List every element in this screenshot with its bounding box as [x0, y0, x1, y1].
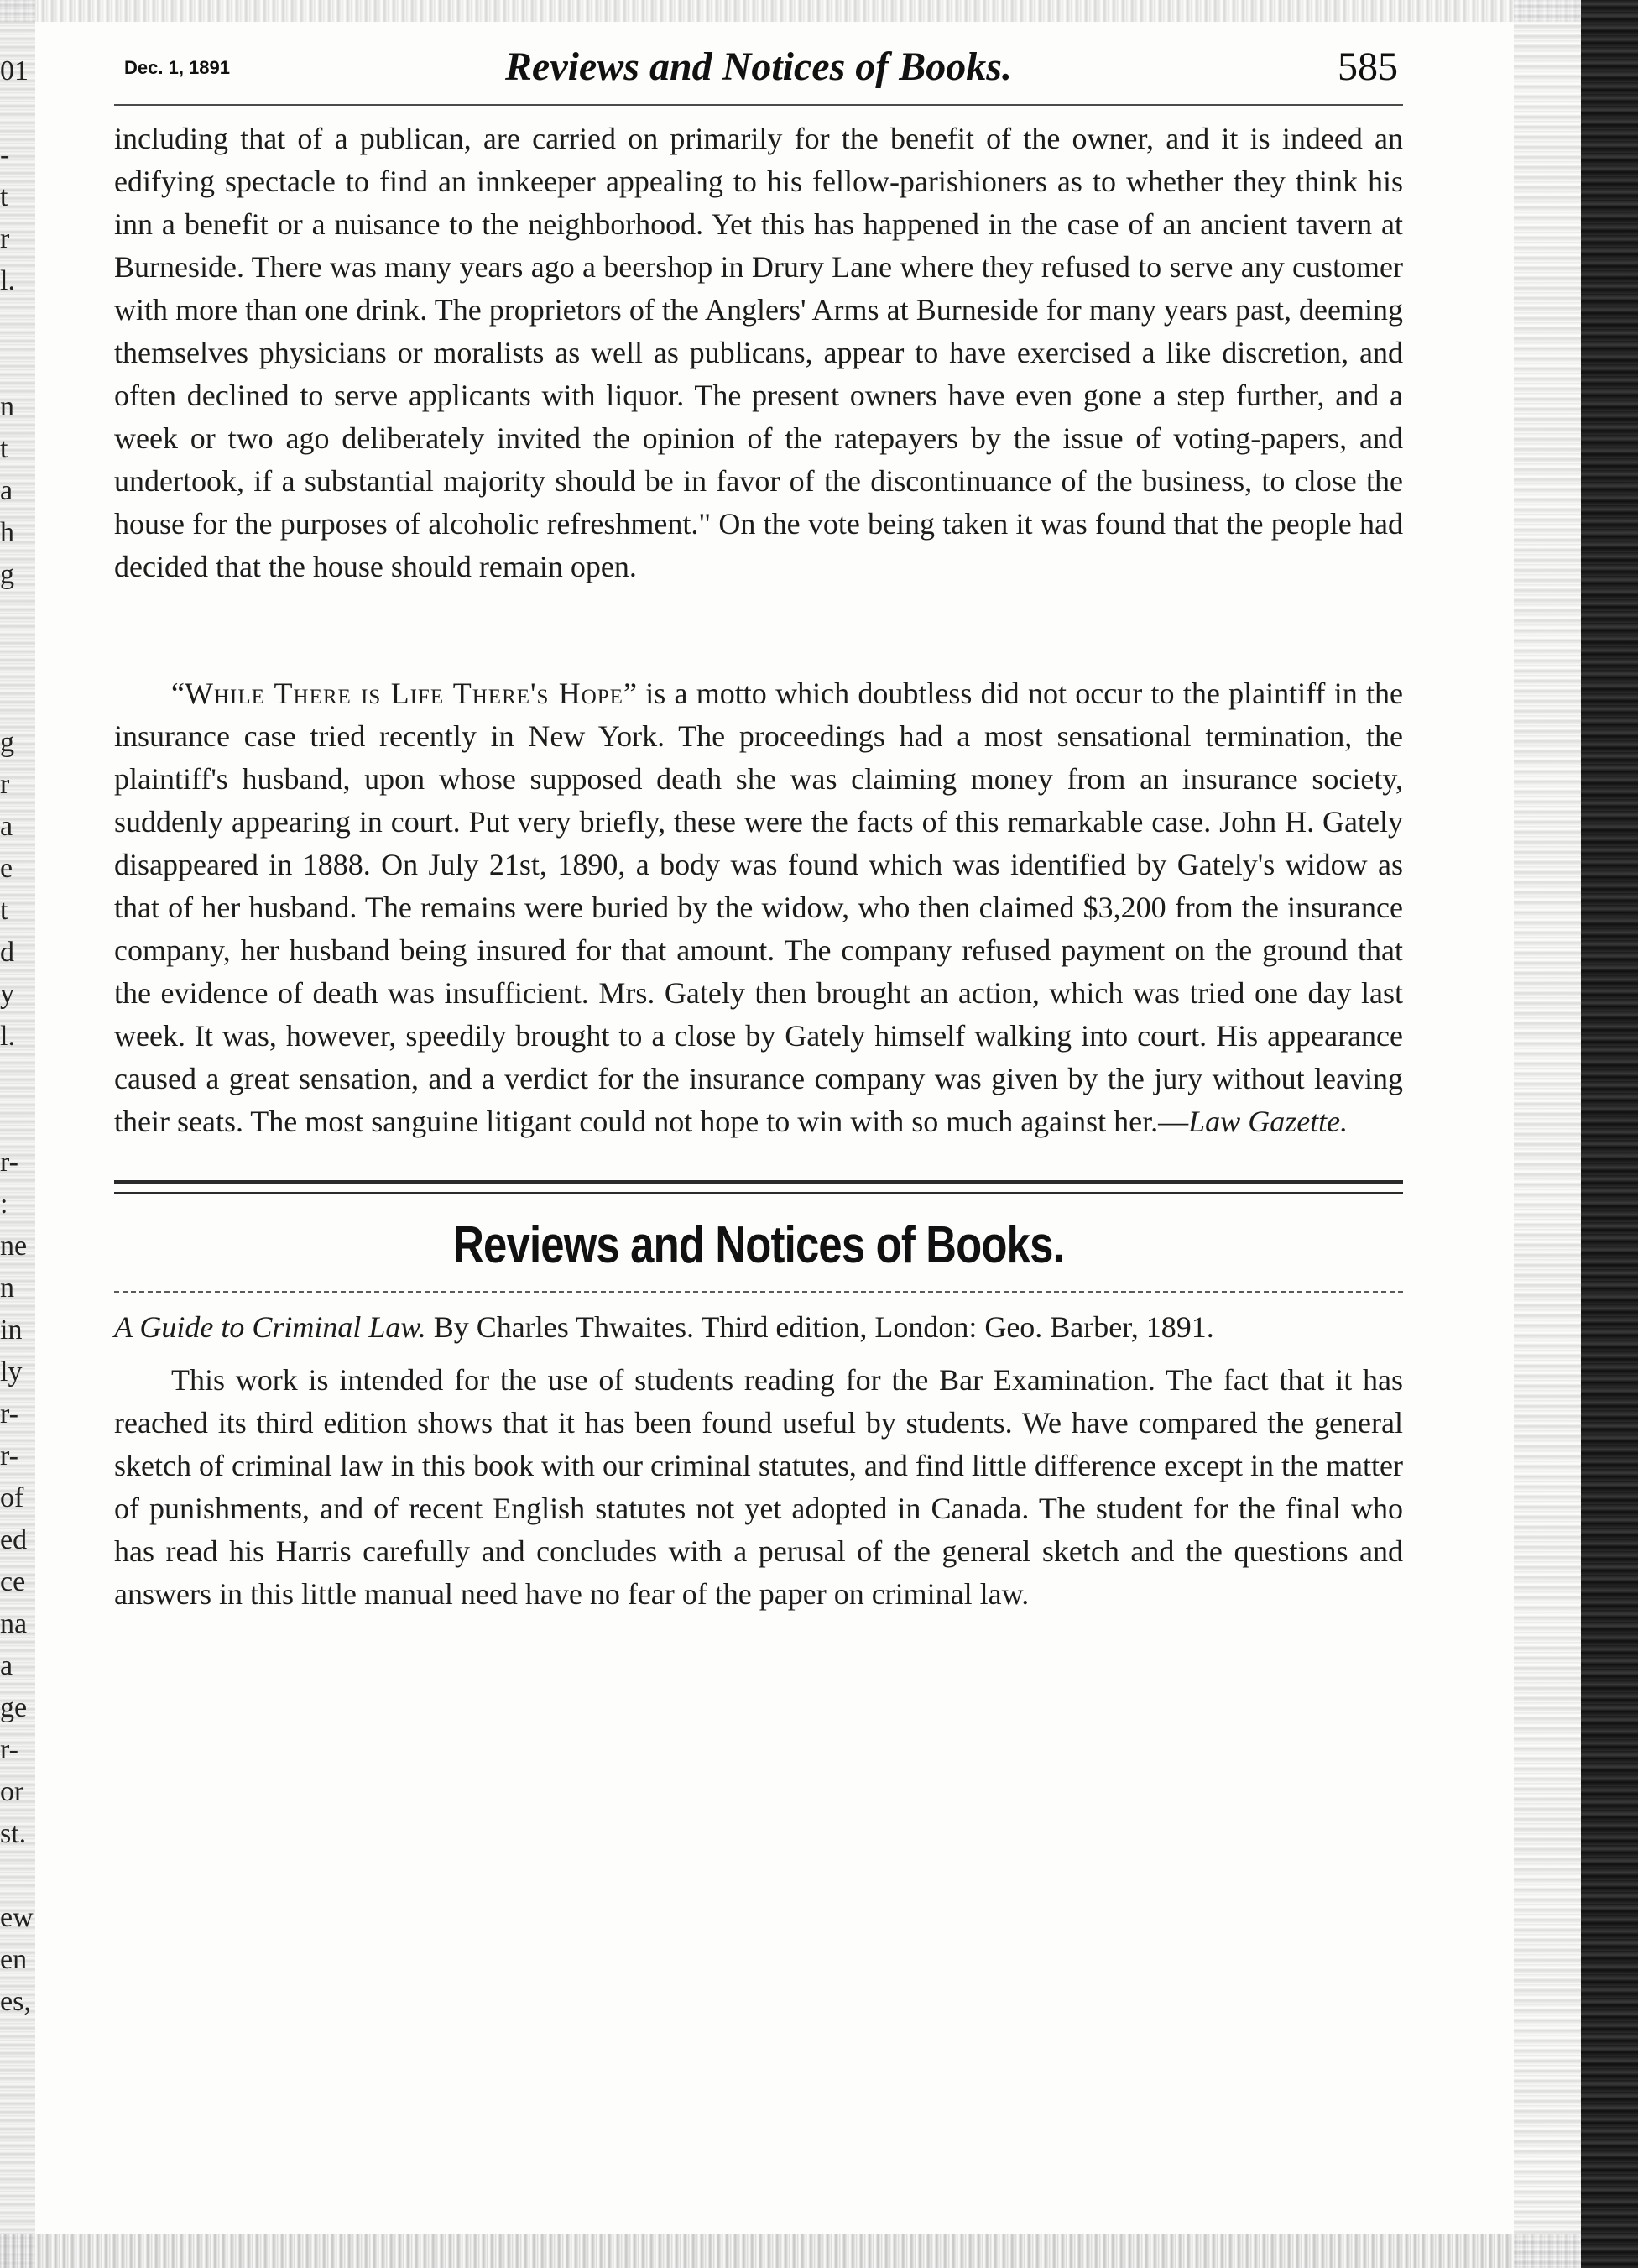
issue-date: Dec. 1, 1891: [124, 57, 230, 78]
bleed-fragment: r-: [0, 1147, 18, 1178]
bleed-fragment: t: [0, 895, 8, 926]
bleed-fragment: h: [0, 517, 14, 548]
bleed-fragment: -: [0, 139, 10, 170]
bleed-fragment: t: [0, 433, 8, 464]
bleed-fragment: st.: [0, 1818, 27, 1849]
bleed-fragment: [0, 1100, 50, 1142]
bleed-fragment: n: [0, 1272, 14, 1304]
book-details: By Charles Thwaites. Third edition, London: Geo. Barber, 1891.: [425, 1310, 1214, 1344]
bleed-fragment: [0, 638, 50, 680]
bleed-fragment: in: [0, 1314, 23, 1346]
bleed-fragment: g: [0, 727, 14, 758]
bleed-fragment: na: [0, 1608, 28, 1639]
bleed-fragment: [0, 92, 50, 134]
bleed-fragment: ew: [0, 1902, 34, 1933]
bleed-fragment: ly: [0, 1356, 23, 1387]
page-content: [114, 44, 1403, 1616]
section-heading: Reviews and Notices of Books.: [453, 1216, 1064, 1274]
bleed-fragment: [0, 680, 50, 722]
bleed-fragment: ge: [0, 1692, 28, 1723]
running-head: [114, 44, 1403, 106]
bleed-fragment: [0, 302, 50, 344]
book-title: A Guide to Criminal Law.: [114, 1310, 426, 1344]
bleed-fragment: r: [0, 223, 10, 254]
scan-edge-bottom: [0, 2234, 1638, 2268]
facing-page-bleed-through: [0, 50, 50, 2233]
close-quote: ”: [623, 677, 637, 710]
bleed-fragment: e: [0, 853, 13, 884]
article-insurance-paragraph: [114, 672, 1403, 1143]
bleed-fragment: a: [0, 1650, 13, 1681]
section-divider-double-rule: [114, 1180, 1403, 1194]
bleed-fragment: [0, 1058, 50, 1100]
bleed-fragment: a: [0, 475, 13, 506]
motto-small-caps: While There is Life There's Hope: [184, 677, 623, 710]
bleed-fragment: [0, 1855, 50, 1897]
bleed-fragment: or: [0, 1776, 24, 1807]
bleed-fragment: [0, 344, 50, 386]
bleed-fragment: y: [0, 979, 14, 1010]
bleed-fragment: g: [0, 559, 14, 590]
bleed-fragment: a: [0, 811, 13, 842]
bleed-fragment: r-: [0, 1440, 18, 1471]
book-review-body: This work is intended for the use of students reading for the Bar Examination. The fact that it has reached its third edition shows that it has been found useful by students. We have compared the general sketch of criminal law in this book with our criminal statutes, and find little difference except in the matter of punishments, and of recent English statutes not yet adopted in Canada. The student for the final who has read his Harris carefully and concludes with a perusal of the general sketch and the questions and answers in this little manual need have no fear of the paper on criminal law.: [114, 1363, 1403, 1611]
page-number: 585: [1338, 44, 1398, 89]
bleed-fragment: l.: [0, 265, 15, 296]
bleed-fragment: ed: [0, 1524, 28, 1555]
bleed-fragment: ce: [0, 1566, 26, 1597]
bleed-fragment: ne: [0, 1231, 28, 1262]
open-quote: “: [171, 677, 185, 710]
source-citation: Law Gazette.: [1188, 1105, 1348, 1138]
bleed-fragment: r-: [0, 1398, 18, 1429]
bleed-fragment: t: [0, 181, 8, 212]
bleed-fragment: 01: [0, 55, 29, 86]
scan-edge-top: [0, 0, 1638, 22]
bleed-fragment: d: [0, 937, 14, 968]
book-entry: [114, 1306, 1403, 1349]
bleed-fragment: l.: [0, 1021, 15, 1052]
bleed-fragment: es,: [0, 1986, 31, 2017]
bleed-fragment: en: [0, 1944, 28, 1975]
section-divider-dashed-rule: [114, 1291, 1403, 1293]
bleed-fragment: [0, 596, 50, 638]
bleed-fragment: r-: [0, 1734, 18, 1765]
article-insurance-text: is a motto which doubtless did not occur to the plaintiff in the insurance case tried recently in New York. The proceedings had a most sensational termination, the plaintiff's husband, upon whose supposed death she was claiming money from an insurance society, suddenly appearing in court. Put very briefly, these were the facts of this remarkable case. John H. Gately disappeared in 1888. On July 21st, 1890, a body was found which was identified by Gately's widow as that of her husband. The remains were buried by the widow, who then claimed $3,200 from the insurance company, her husband being insured for that amount. The company refused payment on the ground that the evidence of death was insufficient. Mrs. Gately then brought an action, which was tried one day last week. It was, however, speedily brought to a close by Gately himself walking into court. His appearance caused a great sensation, and a verdict for the insurance company was given by the jury without leaving their seats. The most sanguine litigant could not hope to win with so much against her.—: [114, 677, 1403, 1138]
bleed-fragment: r: [0, 769, 10, 800]
running-title: Reviews and Notices of Books.: [505, 44, 1012, 89]
bleed-fragment: n: [0, 391, 14, 422]
scan-edge-right-speckle: [1514, 0, 1581, 2268]
bleed-fragment: of: [0, 1482, 24, 1513]
bleed-fragment: :: [0, 1189, 8, 1220]
article-publican-paragraph: including that of a publican, are carried on primarily for the benefit of the owner, and it is indeed an edifying spectacle to find an innkeeper appealing to his fellow-parishioners as to whether they think his inn a benefit or a nuisance to the neighborhood. Yet this has happened in the case of an ancient tavern at Burneside. There was many years ago a beershop in Drury Lane where they refused to serve any customer with more than one drink. The proprietors of the Anglers' Arms at Burneside for many years past, deeming themselves physicians or moralists as well as publicans, appear to have exercised a like discretion, and often declined to serve applicants with liquor. The present owners have even gone a step further, and a week or two ago deliberately invited the opinion of the ratepayers by the issue of voting-papers, and undertook, if a substantial majority should be in favor of the discontinuance of the business, to close the house for the purposes of alcoholic refreshment." On the vote being taken it was found that the people had decided that the house should remain open.: [114, 122, 1403, 583]
book-binding-shadow: [1581, 0, 1638, 2268]
